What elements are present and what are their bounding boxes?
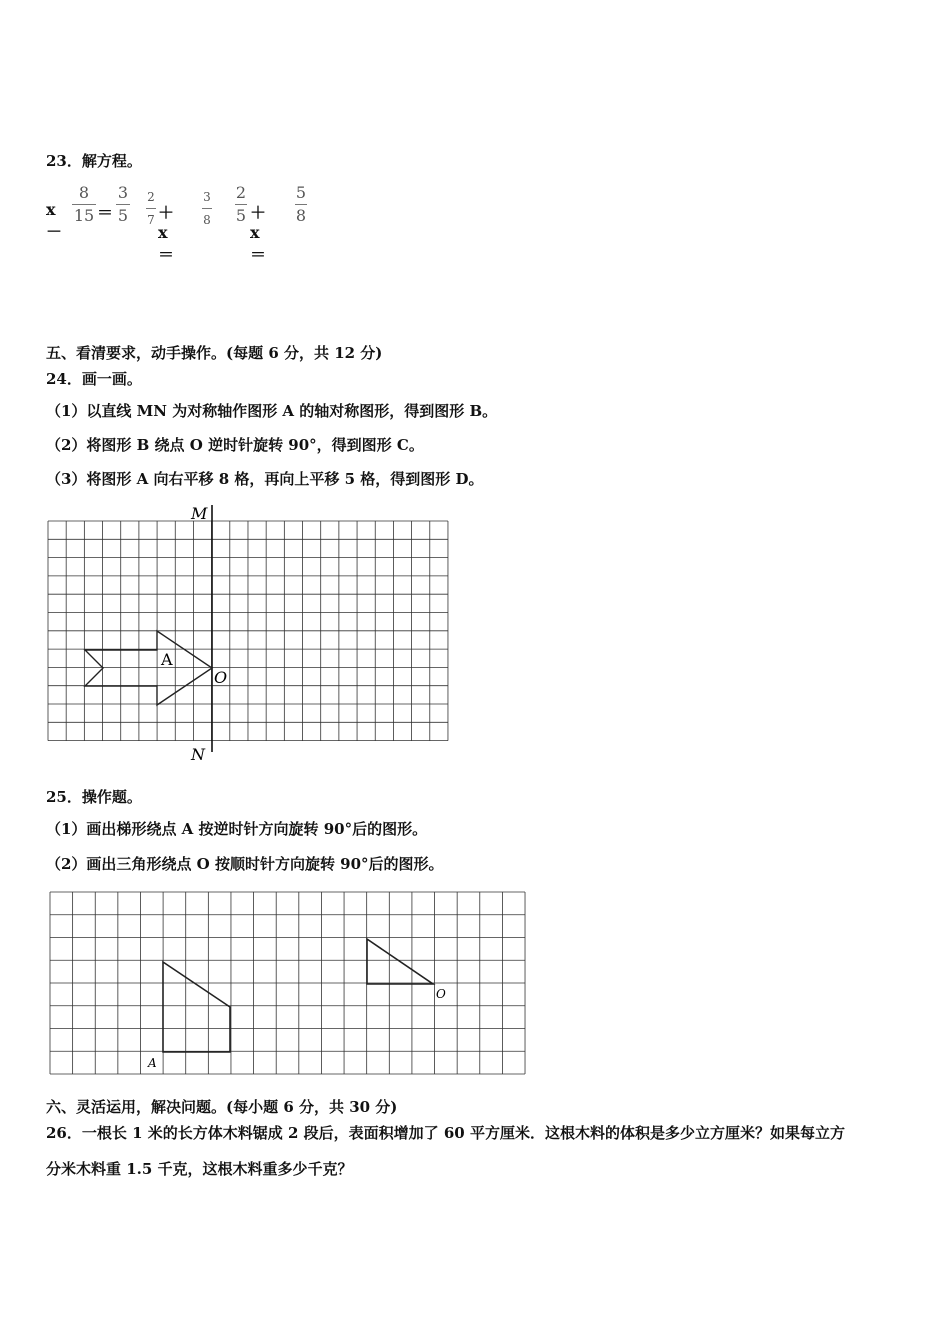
grid-figure-2 — [0, 880, 560, 1085]
label-a: A — [148, 1056, 157, 1070]
eq3-operator: ＋x＝ — [250, 203, 267, 264]
q24-item-1: （1）以直线 MN 为对称轴作图形 A 的轴对称图形，得到图形 B。 — [46, 402, 498, 420]
section-5-heading: 五、看清要求，动手操作。(每题 6 分，共 12 分) — [46, 344, 383, 362]
q25-item-1: （1）画出梯形绕点 A 按逆时针方向旋转 90°后的图形。 — [46, 820, 428, 838]
eq1-fraction-2: 3 5 — [117, 183, 129, 225]
eq3-fraction: 2 5 — [235, 183, 247, 225]
label-o: O — [214, 668, 228, 687]
eq1-prefix: x－ — [46, 200, 63, 241]
label-m: M — [191, 504, 208, 523]
q24-title: 24．画一画。 — [46, 370, 142, 388]
eq2-fraction: 2 7 — [147, 190, 155, 227]
q25-item-2: （2）画出三角形绕点 O 按顺时针方向旋转 90°后的图形。 — [46, 855, 444, 873]
eq2-operator: ＋x＝ — [158, 203, 175, 264]
q25-title: 25．操作题。 — [46, 788, 142, 806]
grid-lines — [50, 892, 525, 1074]
trapezoid — [163, 962, 230, 1052]
q24-item-3: （3）将图形 A 向右平移 8 格，再向上平移 5 格，得到图形 D。 — [46, 470, 484, 488]
q26-line-2: 分米木料重 1.5 千克，这根木料重多少千克？ — [46, 1160, 353, 1178]
grid-lines — [48, 521, 448, 741]
eq3-fraction-2: 5 8 — [295, 183, 307, 225]
triangle — [367, 939, 433, 984]
eq1-fraction: 8 15 — [73, 183, 95, 225]
figure-a-arrow — [85, 631, 212, 705]
label-n: N — [191, 745, 205, 764]
label-a: A — [161, 650, 173, 669]
section-6-heading: 六、灵活运用，解决问题。(每小题 6 分，共 30 分) — [46, 1098, 398, 1116]
label-o: O — [436, 987, 446, 1001]
q23-title: 23．解方程。 — [46, 152, 142, 170]
q24-item-2: （2）将图形 B 绕点 O 逆时针旋转 90°，得到图形 C。 — [46, 436, 424, 454]
eq1-equals: ＝ — [97, 203, 114, 222]
grid-figure-1 — [0, 500, 480, 770]
q26-line-1: 26．一根长 1 米的长方体木料锯成 2 段后，表面积增加了 60 平方厘米．这根木料的体积是多少立方厘米？如果每立方 — [46, 1124, 845, 1142]
eq2-fraction-2: 3 8 — [203, 190, 211, 227]
